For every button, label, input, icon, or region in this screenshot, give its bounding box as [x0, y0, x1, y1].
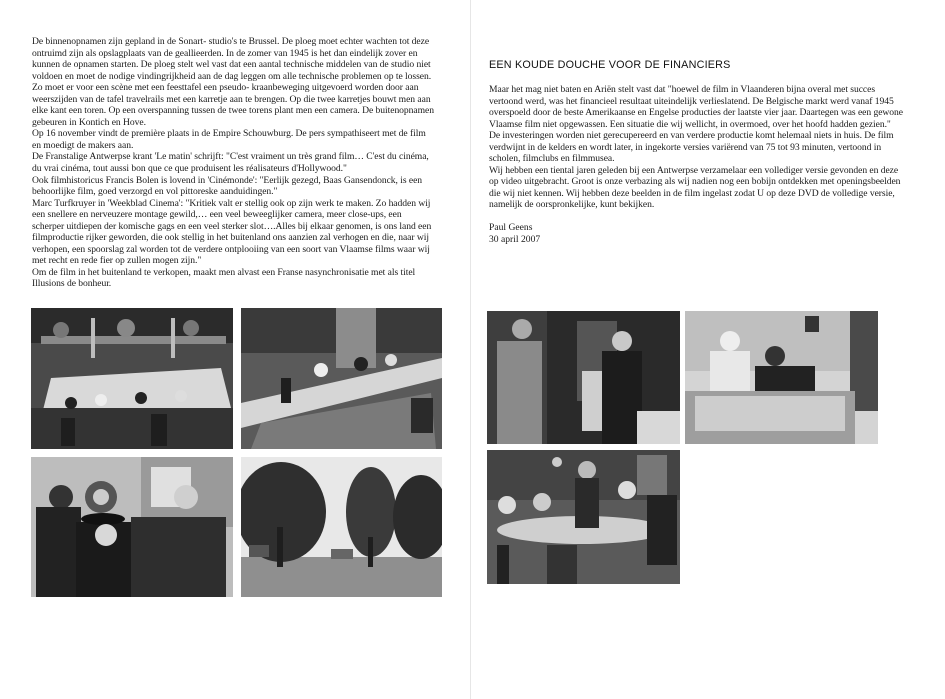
photo-studio-rig: [241, 308, 442, 449]
paragraph: Ook filmhistoricus Francis Bolen is lovend in 'Cinémonde': "Eerlijk gezegd, Baas Gansendonck, is een behoorlijke film, goed verzorgd en vol pittoreske aanduidingen.": [32, 174, 423, 198]
photo-interior-scene-men: [487, 311, 680, 444]
right-page-text: [489, 84, 909, 211]
paragraph: De Franstalige Antwerpse krant 'Le matin' schrijft: "C'est vraiment un très grand film… C'est du cinéma, du vrai cinéma, tout aussi bon que ce que produisent les réalisateurs d'Hollywood.": [32, 151, 429, 175]
photo-camera-crew: [31, 457, 233, 597]
paragraph: Op 16 november vindt de première plaats in de Empire Schouwburg. De pers sympathiseert met de film: [32, 128, 426, 140]
paragraph: Om de film in het buitenland te verkopen, maakt men alvast een Franse nasynchronisatie met als titel Illusions de bonheur.: [32, 266, 416, 290]
paragraph: De binnenopnamen zijn gepland in de Sonart- studio's te Brussel. De ploeg moet echter wachten tot deze ontruimd zijn als opslagplaats van de geallieerden. In de zomer van 1945 is het dan eindelijk zover en kunnen de opnamen starten. De ploeg stelt wel vast dat een aantal technische middelen van de studio niet voldoen en moet de nodige vindingrijkheid aan de dag leggen om alle technische problemen op te lossen. Zo moet er voor een scène met een feesttafel een pseudo- kraanbeweging uitgevoerd worden door aan weerszijden van de tafel travelrails met een karretje aan te brengen. Op die twee karretjes bouwt men aan elke kant een toren. Op een overspanning tussen de twee torens plant men een camera. De buitenopnamen gebeuren in Kontich en Hove.: [32, 36, 435, 128]
photo-studio-crane: [31, 308, 233, 449]
paragraph: Wij hebben een tiental jaren geleden bij een Antwerpse verzamelaar een vollediger versie gevonden en deze op video uitgebracht. Groot is onze verbazing als wij nadien nog een bobijn ontdekken met openingsbeelden die wij niet kennen. Wij hebben deze beelden in de film ingelast zodat U op deze DVD de volledige versie, namelijk de oorspronkelijke, kunt bekijken.: [489, 164, 901, 211]
section-heading: EEN KOUDE DOUCHE VOOR DE FINANCIERS: [489, 59, 731, 71]
paragraph: en moedigt de makers aan.: [32, 139, 134, 151]
paragraph: Maar het mag niet baten en Ariën stelt vast dat "hoewel de film in Vlaanderen bijna overal met succes vertoond werd, was het financieel resultaat uiteindelijk verlieslatend. De Belgische markt werd vanaf 1945 overspoeld door de beste Amerikaanse en Engelse producties der laatste vier jaar. Daartegen was een gewone Vlaamse film niet opgewassen. Een situatie die wij wellicht, in overmoed, over het hoofd hadden gezien.": [489, 84, 903, 130]
signature: [489, 222, 540, 245]
signature-name: Paul Geens: [489, 222, 533, 233]
photo-tavern-scene: [487, 450, 680, 584]
paragraph: Marc Turfkruyer in 'Weekblad Cinema': "Kritiek valt er stellig ook op zijn werk te maken. Zo hadden wij een snellere en nerveuzere montage gewild,… een veel beweeglijker camera, meer close-ups, een scherper uitdiepen der komische gags en een veel sterker slot….Alles bij elkaar genomen, is ons land een filmproductie rijker geworden, die ook stellig in het buitenland ons aanzien zal verhogen en die, naar wij verhopen, een spoorslag zal worden tot de verdere ontplooiing van een soort van Vlaamse films waar wij met recht en rede fier op zullen mogen zijn.": [32, 197, 432, 267]
signature-date: 30 april 2007: [489, 233, 541, 245]
photo-outdoor-location: [241, 457, 442, 597]
paragraph: De investeringen worden niet gerecupereerd en van verdere productie komt helemaal niets in huis. De film verdwijnt in de kelders en wordt later, in ingekorte versies variërend van 75 tot 93 minuten, vertoond in scholen, filmclubs en filmmusea.: [489, 130, 894, 165]
photo-bedroom-scene: [685, 311, 878, 444]
left-page-text: [32, 36, 436, 290]
